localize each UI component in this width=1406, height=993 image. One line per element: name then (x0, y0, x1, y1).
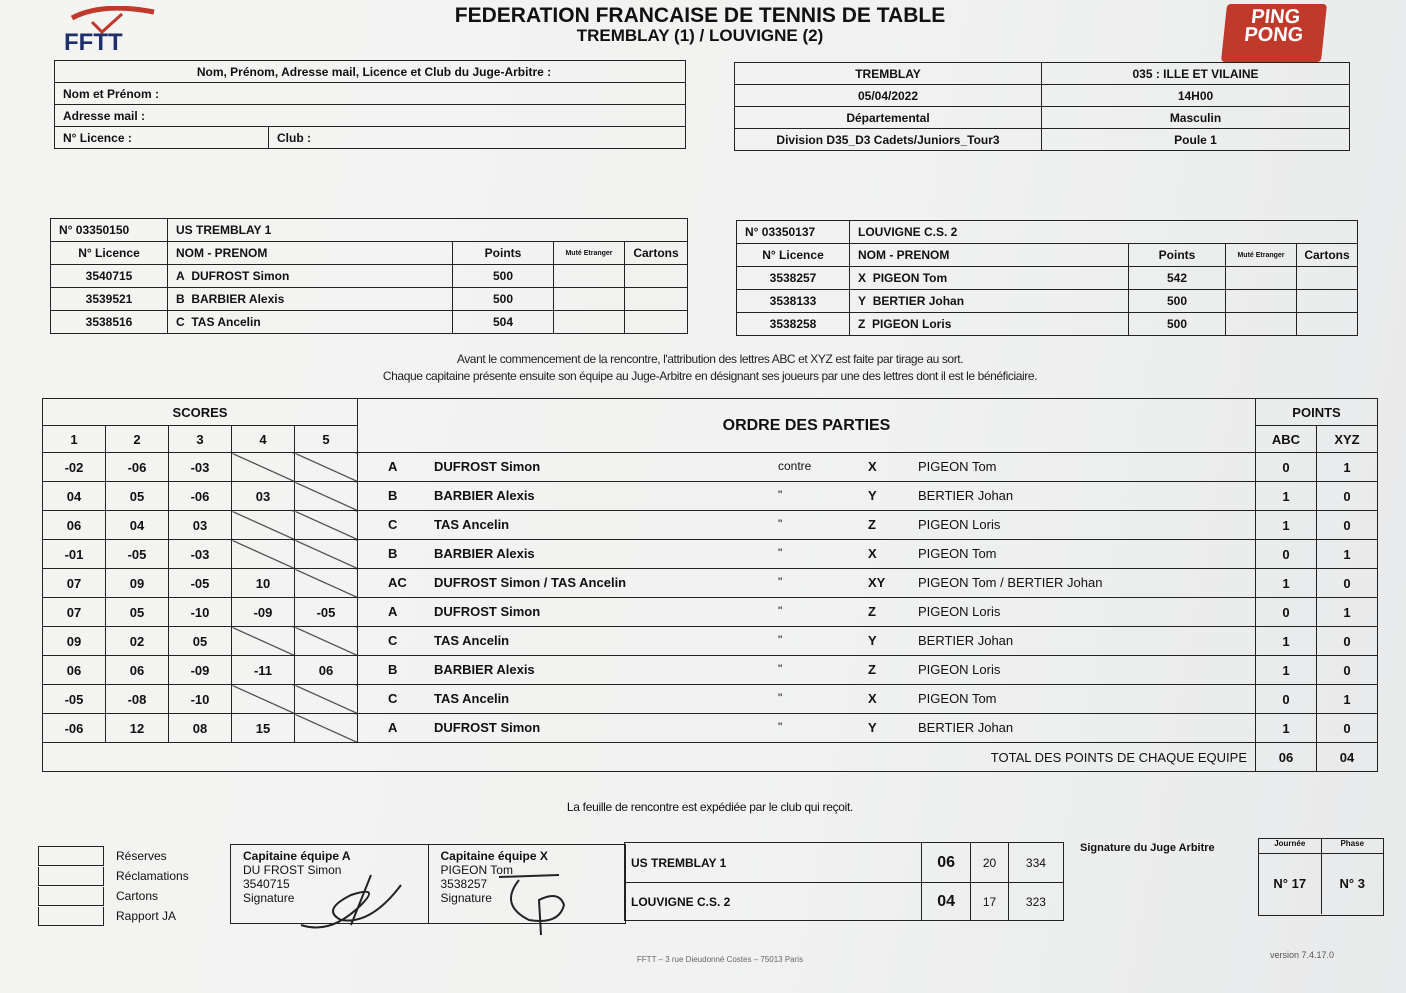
order-heading: ORDRE DES PARTIES (358, 399, 1256, 453)
team-a-col-licence: N° Licence (51, 242, 168, 265)
set-score: 04 (106, 511, 169, 540)
player-points: 500 (1129, 313, 1226, 336)
gender: Masculin (1042, 107, 1350, 129)
player-fullname: DUFROST Simon (191, 269, 290, 283)
team-a-name: US TREMBLAY 1 (168, 219, 688, 242)
player-letter: B (176, 292, 185, 306)
vs-label: " (778, 488, 783, 502)
player-points: 504 (453, 311, 554, 334)
player-letter: A (176, 269, 185, 283)
game-abc-point: 1 (1256, 656, 1317, 685)
total-xyz: 04 (1317, 743, 1378, 772)
result-team: US TREMBLAY 1 (625, 843, 922, 883)
set-score (232, 540, 295, 569)
player-fullname: BERTIER Johan (872, 294, 965, 308)
set-score: -10 (169, 685, 232, 714)
set-score: 09 (43, 627, 106, 656)
vs-label: " (778, 633, 783, 647)
team-a-number: N° 03350150 (51, 219, 168, 242)
player-name (850, 290, 1129, 313)
judge-table (54, 60, 686, 149)
letter-x: XY (868, 575, 886, 590)
set-score: 08 (169, 714, 232, 743)
set-score (295, 685, 358, 714)
player-a: TAS Ancelin (434, 691, 510, 706)
game-row (43, 714, 1378, 743)
game-order (358, 656, 1256, 685)
game-order (358, 511, 1256, 540)
judge-club-label: Club : (269, 127, 686, 149)
result-team: LOUVIGNE C.S. 2 (625, 883, 922, 921)
set-score: -11 (232, 656, 295, 685)
set-header: 2 (106, 426, 169, 453)
team-b-col-cards: Cartons (1297, 244, 1358, 267)
game-xyz-point: 0 (1317, 569, 1378, 598)
player-a: BARBIER Alexis (434, 662, 535, 677)
division: Division D35_D3 Cadets/Juniors_Tour3 (735, 129, 1042, 151)
game-abc-point: 0 (1256, 540, 1317, 569)
game-row (43, 685, 1378, 714)
game-order (358, 627, 1256, 656)
games-table (42, 398, 1378, 772)
player-points: 542 (1129, 267, 1226, 290)
game-xyz-point: 1 (1317, 453, 1378, 482)
match-time: 14H00 (1042, 85, 1350, 107)
letter-a: C (388, 633, 398, 648)
game-order (358, 540, 1256, 569)
vs-label: contre (778, 459, 812, 473)
captain-x (429, 845, 626, 923)
player-x: BERTIER Johan (918, 633, 1014, 648)
game-abc-point: 0 (1256, 598, 1317, 627)
licence: 3539521 (51, 288, 168, 311)
letter-x: X (868, 691, 877, 706)
player-name (168, 311, 453, 334)
team-b-name: LOUVIGNE C.S. 2 (850, 221, 1358, 244)
player-letter: X (858, 271, 867, 285)
set-score: -03 (169, 540, 232, 569)
game-xyz-point: 1 (1317, 685, 1378, 714)
vs-label: " (778, 604, 783, 618)
set-score: -06 (43, 714, 106, 743)
set-score (232, 453, 295, 482)
ping-pong-logo-text: PING PONG (1243, 6, 1305, 46)
result-sets: 17 (971, 883, 1009, 921)
set-score: 05 (106, 482, 169, 511)
player-a: BARBIER Alexis (434, 488, 535, 503)
set-score: -01 (43, 540, 106, 569)
player-points: 500 (1129, 290, 1226, 313)
captain-x-sig-label: Signature (440, 891, 492, 905)
pool: Poule 1 (1042, 129, 1350, 151)
letter-a: AC (388, 575, 407, 590)
team-b-number: N° 03350137 (737, 221, 850, 244)
checkbox-cards[interactable] (38, 887, 104, 906)
set-score (295, 569, 358, 598)
team-a-col-name: NOM - PRENOM (168, 242, 453, 265)
captain-note: Chaque capitaine présente ensuite son équipe au Juge-Arbitre en désignant ses joueurs par une des lettres dont il est le bénéficiaire. (382, 369, 1038, 383)
game-abc-point: 1 (1256, 714, 1317, 743)
set-header: 1 (43, 426, 106, 453)
set-score: 07 (43, 598, 106, 627)
set-score: 04 (43, 482, 106, 511)
player-x: PIGEON Loris (918, 604, 1001, 619)
game-order (358, 714, 1256, 743)
letter-a: B (388, 546, 398, 561)
team-b-col-mute: Muté Etranger (1226, 244, 1297, 267)
federation-address: FFTT – 3 rue Dieudonné Costes – 75013 Paris (636, 955, 804, 964)
set-score: 05 (106, 598, 169, 627)
host-club: TREMBLAY (735, 63, 1042, 85)
player-x: BERTIER Johan (918, 720, 1014, 735)
player-fullname: PIGEON Loris (872, 317, 952, 331)
letter-x: Y (868, 720, 877, 735)
set-score (232, 627, 295, 656)
licence: 3538133 (737, 290, 850, 313)
game-order (358, 569, 1256, 598)
licence: 3538258 (737, 313, 850, 336)
set-score (295, 540, 358, 569)
player-x: PIGEON Tom / BERTIER Johan (918, 575, 1103, 590)
team-a-player-row (51, 288, 688, 311)
game-xyz-point: 0 (1317, 511, 1378, 540)
game-row (43, 569, 1378, 598)
fftt-logo-text: FFTT (64, 29, 123, 52)
player-x: PIGEON Tom (918, 459, 997, 474)
game-order (358, 453, 1256, 482)
player-name (168, 265, 453, 288)
draw-note: Avant le commencement de la rencontre, l'attribution des lettres ABC et XYZ est faite par tirage au sort. (456, 352, 964, 366)
captain-x-title: Capitaine équipe X (440, 849, 548, 863)
game-xyz-point: 0 (1317, 627, 1378, 656)
result-points: 06 (922, 843, 971, 883)
vs-label: " (778, 662, 783, 676)
set-score (295, 453, 358, 482)
result-row (625, 843, 1064, 883)
captain-a-title: Capitaine équipe A (243, 849, 351, 863)
set-score (295, 511, 358, 540)
check-label: Réserves (116, 849, 167, 863)
set-score: 06 (43, 511, 106, 540)
check-label: Réclamations (116, 869, 189, 883)
game-row (43, 656, 1378, 685)
judge-licence-label: N° Licence : (55, 127, 269, 149)
match-info-table (734, 62, 1350, 151)
letter-a: C (388, 691, 398, 706)
result-row (625, 883, 1064, 921)
vs-label: " (778, 546, 783, 560)
game-order (358, 598, 1256, 627)
result-balls: 334 (1008, 843, 1063, 883)
player-x: PIGEON Tom (918, 691, 997, 706)
team-a-player-row (51, 265, 688, 288)
player-a: BARBIER Alexis (434, 546, 535, 561)
player-a: DUFROST Simon (434, 604, 541, 619)
game-xyz-point: 1 (1317, 598, 1378, 627)
letter-x: Z (868, 662, 876, 677)
letter-x: Y (868, 488, 877, 503)
letter-a: A (388, 720, 398, 735)
game-xyz-point: 0 (1317, 714, 1378, 743)
game-row (43, 482, 1378, 511)
set-header: 4 (232, 426, 295, 453)
player-fullname: PIGEON Tom (872, 271, 948, 285)
phase-value: N° 3 (1339, 876, 1365, 891)
player-a: TAS Ancelin (434, 633, 510, 648)
set-score: -09 (232, 598, 295, 627)
set-score: -05 (169, 569, 232, 598)
checkbox-report[interactable] (38, 907, 104, 926)
set-score: 09 (106, 569, 169, 598)
abc-header: ABC (1256, 426, 1317, 453)
letter-x: X (868, 459, 877, 474)
player-x: PIGEON Loris (918, 517, 1001, 532)
team-b-table (736, 220, 1358, 336)
set-score: -09 (169, 656, 232, 685)
licence: 3540715 (51, 265, 168, 288)
vs-label: " (778, 691, 783, 705)
result-sets: 20 (971, 843, 1009, 883)
team-a-table (50, 218, 688, 334)
set-score: -06 (169, 482, 232, 511)
round-box (1258, 838, 1384, 916)
game-order (358, 685, 1256, 714)
captain-x-name: PIGEON Tom (440, 863, 513, 877)
set-score (295, 482, 358, 511)
game-abc-point: 0 (1256, 685, 1317, 714)
team-a-col-points: Points (453, 242, 554, 265)
set-score: 03 (169, 511, 232, 540)
version-label: version 7.4.17.0 (1270, 950, 1335, 960)
set-score (232, 685, 295, 714)
player-letter: Z (858, 317, 866, 331)
total-abc: 06 (1256, 743, 1317, 772)
set-score: -02 (43, 453, 106, 482)
letter-a: B (388, 488, 398, 503)
set-score: -10 (169, 598, 232, 627)
xyz-header: XYZ (1317, 426, 1378, 453)
game-xyz-point: 0 (1317, 656, 1378, 685)
checkbox-reserves[interactable] (38, 846, 104, 866)
judge-name-label: Nom et Prénom : (55, 83, 686, 105)
journee-label: Journée (1259, 839, 1322, 853)
team-b-col-points: Points (1129, 244, 1226, 267)
player-letter: C (176, 315, 185, 329)
letter-a: C (388, 517, 398, 532)
game-abc-point: 1 (1256, 627, 1317, 656)
team-a-player-row (51, 311, 688, 334)
game-abc-point: 1 (1256, 482, 1317, 511)
licence: 3538257 (737, 267, 850, 290)
game-abc-point: 1 (1256, 511, 1317, 540)
set-score: 05 (169, 627, 232, 656)
captain-a-signature (291, 865, 411, 935)
set-header: 3 (169, 426, 232, 453)
fftt-logo (62, 6, 172, 52)
vs-label: " (778, 517, 783, 531)
game-abc-point: 0 (1256, 453, 1317, 482)
committee: 035 : ILLE ET VILAINE (1042, 63, 1350, 85)
page-subtitle: TREMBLAY (1) / LOUVIGNE (2) (576, 26, 824, 45)
page-title: FEDERATION FRANCAISE DE TENNIS DE TABLE (454, 4, 946, 27)
result-balls: 323 (1008, 883, 1063, 921)
total-label: TOTAL DES POINTS DE CHAQUE EQUIPE (43, 743, 1256, 772)
player-x: PIGEON Tom (918, 546, 997, 561)
game-xyz-point: 1 (1317, 540, 1378, 569)
phase-label: Phase (1340, 839, 1365, 848)
game-row (43, 540, 1378, 569)
set-score: -06 (106, 453, 169, 482)
player-x: PIGEON Loris (918, 662, 1001, 677)
set-score: 07 (43, 569, 106, 598)
licence: 3538516 (51, 311, 168, 334)
player-name (168, 288, 453, 311)
player-name (850, 267, 1129, 290)
game-order (358, 482, 1256, 511)
captain-a-licence: 3540715 (243, 877, 290, 891)
set-score: 15 (232, 714, 295, 743)
letter-a: A (388, 459, 398, 474)
letter-x: Z (868, 517, 876, 532)
team-b-player-row (737, 313, 1358, 336)
set-score (232, 511, 295, 540)
letter-a: B (388, 662, 398, 677)
game-xyz-point: 0 (1317, 482, 1378, 511)
set-score: 06 (106, 656, 169, 685)
set-score: 02 (106, 627, 169, 656)
team-a-col-cards: Cartons (625, 242, 688, 265)
incident-checklist (38, 846, 189, 926)
player-a: DUFROST Simon (434, 720, 541, 735)
journee-value: N° 17 (1259, 854, 1322, 914)
judge-signature-label: Signature du Juge Arbitre (1080, 842, 1215, 854)
letter-x: X (868, 546, 877, 561)
match-date: 05/04/2022 (735, 85, 1042, 107)
captain-a-name: DU FROST Simon (243, 863, 342, 877)
result-table (624, 842, 1064, 921)
set-score: 03 (232, 482, 295, 511)
captain-x-licence: 3538257 (440, 877, 488, 891)
game-row (43, 627, 1378, 656)
set-score: 12 (106, 714, 169, 743)
team-b-col-licence: N° Licence (737, 244, 850, 267)
checkbox-claims[interactable] (38, 867, 104, 886)
set-score: 06 (295, 656, 358, 685)
set-score: -03 (169, 453, 232, 482)
captain-a (231, 845, 429, 923)
game-row (43, 598, 1378, 627)
set-score: 10 (232, 569, 295, 598)
competition-level: Départemental (735, 107, 1042, 129)
set-score: -08 (106, 685, 169, 714)
game-row (43, 453, 1378, 482)
captain-x-signature (489, 865, 599, 945)
captain-a-sig-label: Signature (243, 891, 295, 905)
sent-note: La feuille de rencontre est expédiée par le club qui reçoit. (566, 800, 854, 814)
check-label: Rapport JA (116, 909, 177, 923)
vs-label: " (778, 575, 783, 589)
points-heading: POINTS (1256, 399, 1378, 426)
set-score: -05 (106, 540, 169, 569)
judge-email-label: Adresse mail : (55, 105, 686, 127)
team-b-player-row (737, 290, 1358, 313)
team-b-player-row (737, 267, 1358, 290)
player-points: 500 (453, 265, 554, 288)
letter-a: A (388, 604, 398, 619)
player-x: BERTIER Johan (918, 488, 1014, 503)
set-score: 06 (43, 656, 106, 685)
player-letter: Y (858, 294, 867, 308)
scores-heading: SCORES (43, 399, 358, 426)
set-score: -05 (295, 598, 358, 627)
result-points: 04 (922, 883, 971, 921)
player-a: TAS Ancelin (434, 517, 510, 532)
set-score (295, 714, 358, 743)
check-label: Cartons (116, 889, 159, 903)
set-score (295, 627, 358, 656)
player-fullname: BARBIER Alexis (191, 292, 285, 306)
judge-heading: Nom, Prénom, Adresse mail, Licence et Club du Juge-Arbitre : (55, 61, 686, 83)
set-score: -05 (43, 685, 106, 714)
team-b-col-name: NOM - PRENOM (850, 244, 1129, 267)
letter-x: Y (868, 633, 877, 648)
vs-label: " (778, 720, 783, 734)
team-a-col-mute: Muté Etranger (554, 242, 625, 265)
letter-x: Z (868, 604, 876, 619)
player-a: DUFROST Simon (434, 459, 541, 474)
player-name (850, 313, 1129, 336)
player-fullname: TAS Ancelin (191, 315, 261, 329)
player-points: 500 (453, 288, 554, 311)
player-a: DUFROST Simon / TAS Ancelin (434, 575, 627, 590)
captains-box (230, 844, 626, 924)
ping-pong-logo (1221, 4, 1327, 62)
set-header: 5 (295, 426, 358, 453)
game-row (43, 511, 1378, 540)
game-abc-point: 1 (1256, 569, 1317, 598)
